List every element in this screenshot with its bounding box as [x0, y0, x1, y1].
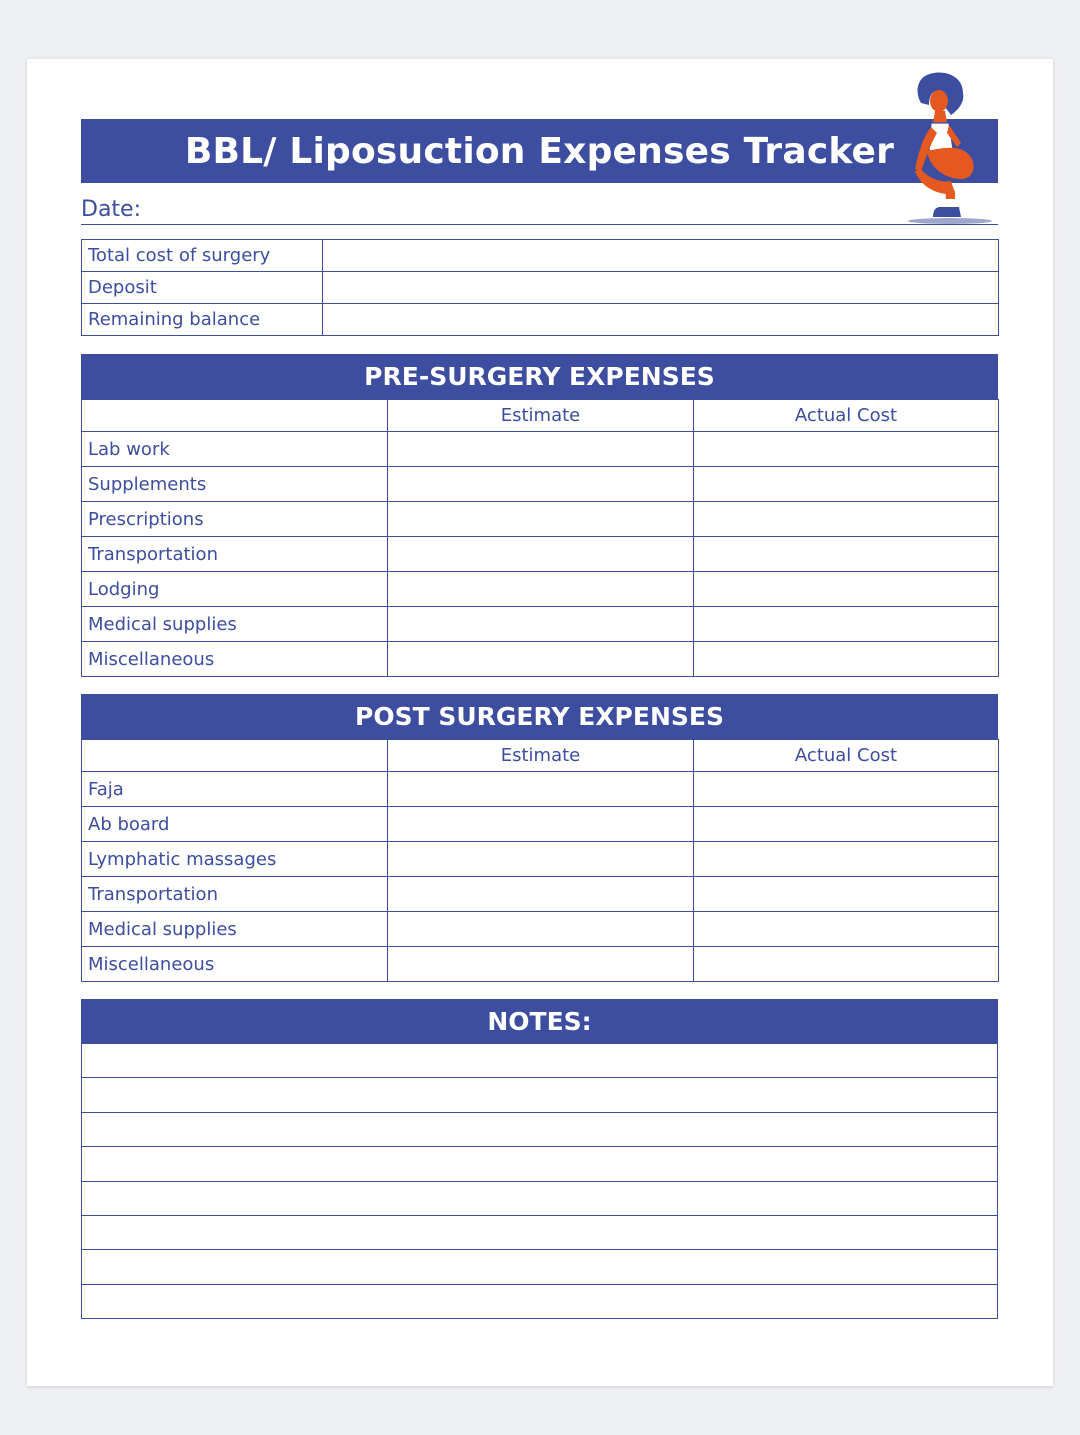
table-row	[82, 240, 999, 272]
page-title: BBL/ Liposuction Expenses Tracker	[81, 119, 998, 183]
column-header-actual-cost: Actual Cost	[694, 740, 999, 772]
table-row	[82, 572, 999, 607]
notes-line[interactable]	[82, 1078, 997, 1112]
summary-label: Deposit	[82, 272, 323, 304]
expense-label: Transportation	[82, 537, 388, 572]
column-header-item	[82, 740, 388, 772]
summary-label: Remaining balance	[82, 304, 323, 336]
expense-label: Lab work	[82, 432, 388, 467]
estimate-cell[interactable]	[388, 842, 694, 877]
column-header-estimate: Estimate	[388, 740, 694, 772]
actual-cost-cell[interactable]	[694, 642, 999, 677]
table-row	[82, 642, 999, 677]
expense-label: Miscellaneous	[82, 947, 388, 982]
date-label: Date:	[81, 197, 141, 222]
column-header-item	[82, 400, 388, 432]
notes-heading: NOTES:	[81, 999, 998, 1044]
table-row	[82, 912, 999, 947]
summary-value-cell[interactable]	[323, 240, 999, 272]
expense-label: Medical supplies	[82, 912, 388, 947]
notes-area[interactable]	[81, 1044, 998, 1319]
post-surgery-heading: POST SURGERY EXPENSES	[81, 694, 998, 739]
table-row	[82, 807, 999, 842]
expense-label: Ab board	[82, 807, 388, 842]
estimate-cell[interactable]	[388, 502, 694, 537]
actual-cost-cell[interactable]	[694, 537, 999, 572]
actual-cost-cell[interactable]	[694, 877, 999, 912]
post-surgery-table	[81, 739, 999, 982]
expense-label: Miscellaneous	[82, 642, 388, 677]
estimate-cell[interactable]	[388, 467, 694, 502]
notes-line[interactable]	[82, 1285, 997, 1319]
table-row	[82, 947, 999, 982]
actual-cost-cell[interactable]	[694, 947, 999, 982]
actual-cost-cell[interactable]	[694, 912, 999, 947]
table-row	[82, 467, 999, 502]
column-header-actual-cost: Actual Cost	[694, 400, 999, 432]
notes-line[interactable]	[82, 1147, 997, 1181]
expense-label: Lodging	[82, 572, 388, 607]
estimate-cell[interactable]	[388, 877, 694, 912]
table-row	[82, 502, 999, 537]
woman-squatting-figure-icon	[885, 71, 1005, 231]
summary-value-cell[interactable]	[323, 272, 999, 304]
estimate-cell[interactable]	[388, 807, 694, 842]
estimate-cell[interactable]	[388, 642, 694, 677]
actual-cost-cell[interactable]	[694, 842, 999, 877]
summary-label: Total cost of surgery	[82, 240, 323, 272]
estimate-cell[interactable]	[388, 607, 694, 642]
notes-line[interactable]	[82, 1250, 997, 1284]
expense-label: Faja	[82, 772, 388, 807]
notes-line[interactable]	[82, 1182, 997, 1216]
table-row	[82, 432, 999, 467]
estimate-cell[interactable]	[388, 432, 694, 467]
date-underline[interactable]	[81, 224, 998, 225]
estimate-cell[interactable]	[388, 772, 694, 807]
actual-cost-cell[interactable]	[694, 572, 999, 607]
cost-summary-table	[81, 239, 999, 336]
expense-label: Medical supplies	[82, 607, 388, 642]
notes-line[interactable]	[82, 1113, 997, 1147]
estimate-cell[interactable]	[388, 947, 694, 982]
actual-cost-cell[interactable]	[694, 502, 999, 537]
expense-label: Supplements	[82, 467, 388, 502]
pre-surgery-table	[81, 399, 999, 677]
estimate-cell[interactable]	[388, 537, 694, 572]
estimate-cell[interactable]	[388, 912, 694, 947]
table-header-row	[82, 400, 999, 432]
expense-label: Lymphatic massages	[82, 842, 388, 877]
table-row	[82, 607, 999, 642]
estimate-cell[interactable]	[388, 572, 694, 607]
column-header-estimate: Estimate	[388, 400, 694, 432]
expense-label: Transportation	[82, 877, 388, 912]
notes-line[interactable]	[82, 1216, 997, 1250]
pre-surgery-heading: PRE-SURGERY EXPENSES	[81, 354, 998, 399]
summary-value-cell[interactable]	[323, 304, 999, 336]
notes-line[interactable]	[82, 1044, 997, 1078]
table-row	[82, 272, 999, 304]
actual-cost-cell[interactable]	[694, 607, 999, 642]
table-row	[82, 842, 999, 877]
table-row	[82, 772, 999, 807]
table-header-row	[82, 740, 999, 772]
actual-cost-cell[interactable]	[694, 432, 999, 467]
actual-cost-cell[interactable]	[694, 807, 999, 842]
expense-label: Prescriptions	[82, 502, 388, 537]
actual-cost-cell[interactable]	[694, 467, 999, 502]
actual-cost-cell[interactable]	[694, 772, 999, 807]
table-row	[82, 537, 999, 572]
table-row	[82, 877, 999, 912]
tracker-sheet	[27, 59, 1053, 1386]
table-row	[82, 304, 999, 336]
